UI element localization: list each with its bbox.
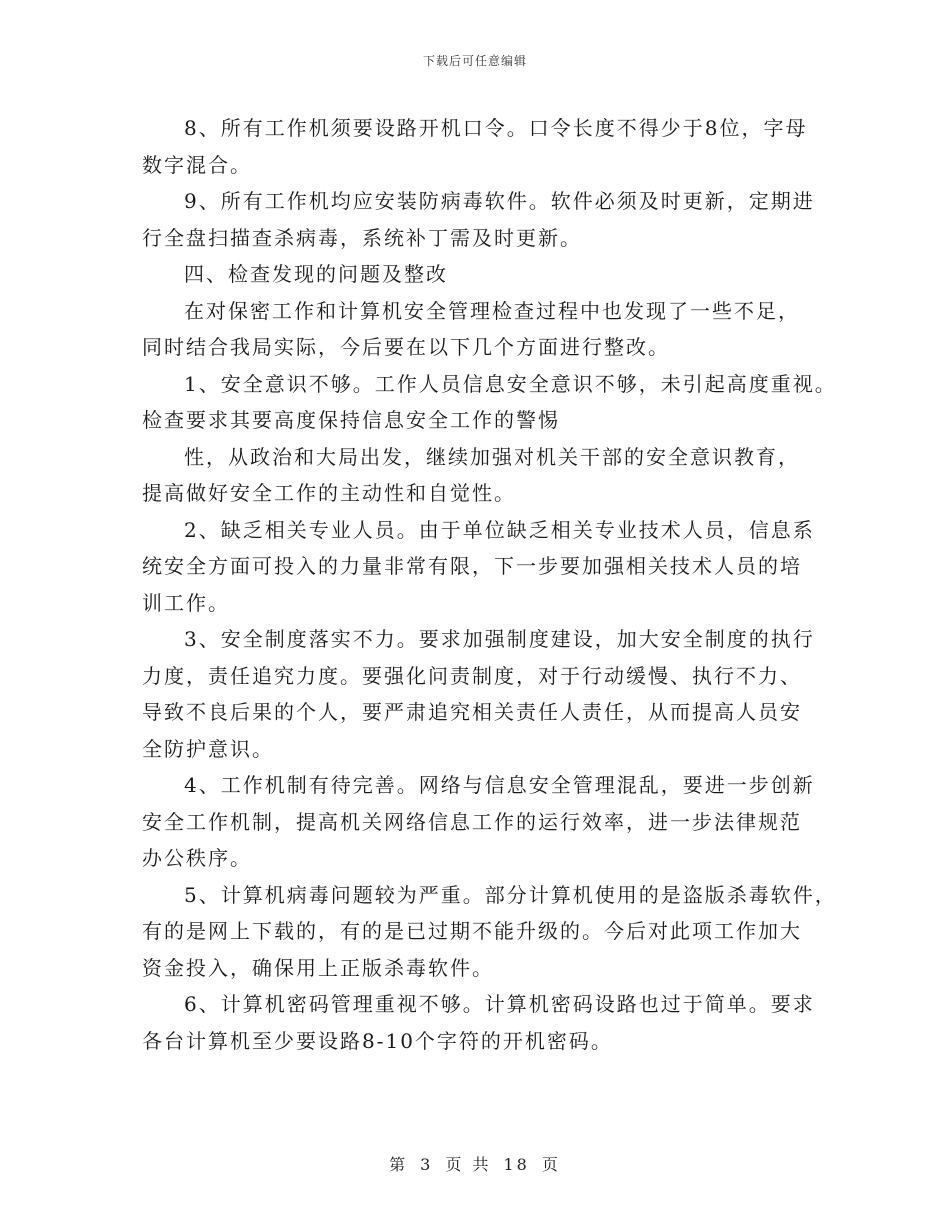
- text-line: 各台计算机至少要设路8-10个字符的开机密码。: [142, 1028, 613, 1053]
- text-line: 导致不良后果的个人，要严肃追究相关责任人责任，从而提高人员安: [142, 700, 802, 724]
- footer-total-pages: 18: [503, 1155, 530, 1174]
- text-line: 资金投入，确保用上正版杀毒软件。: [142, 955, 494, 980]
- document-body: [142, 110, 837, 1059]
- page-footer: [0, 1152, 950, 1175]
- text-line: 6、计算机密码管理重视不够。计算机密码设路也过于简单。要求: [184, 992, 815, 1016]
- text-line: 在对保密工作和计算机安全管理检查过程中也发现了一些不足，: [184, 298, 800, 323]
- text-line: 安全工作机制，提高机关网络信息工作的运行效率，进一步法律规范: [142, 809, 802, 834]
- text-line: 有的是网上下载的，有的是已过期不能升级的。今后对此项工作加大: [142, 919, 802, 943]
- text-line: 1、安全意识不够。工作人员信息安全意识不够，未引起高度重视。: [184, 371, 837, 396]
- text-line: 2、缺乏相关专业人员。由于单位缺乏相关专业技术人员，信息系: [184, 517, 815, 542]
- footer-page-number: 3: [420, 1155, 434, 1174]
- footer-prefix: 第: [389, 1155, 409, 1174]
- footer-middle: 页 共: [445, 1155, 492, 1174]
- text-line: 检查要求其要高度保持信息安全工作的警惕: [142, 408, 560, 432]
- text-line: 8、所有工作机须要设路开机口令。口令长度不得少于8位，字母: [184, 116, 808, 140]
- text-line: 训工作。: [142, 590, 230, 615]
- page-header: 下载后可任意编辑: [422, 54, 527, 68]
- text-line: 5、计算机病毒问题较为严重。部分计算机使用的是盗版杀毒软件，: [184, 882, 837, 907]
- text-line: 3、安全制度落实不力。要求加强制度建设，加大安全制度的执行: [184, 627, 815, 651]
- text-line: 提高做好安全工作的主动性和自觉性。: [142, 481, 516, 505]
- text-line: 全防护意识。: [142, 736, 274, 761]
- text-line: 行全盘扫描查杀病毒，系统补丁需及时更新。: [142, 225, 582, 250]
- text-line: 力度，责任追究力度。要强化问责制度，对于行动缓慢、执行不力、: [142, 663, 802, 688]
- text-line: 数字混合。: [142, 152, 252, 177]
- footer-suffix: 页: [541, 1155, 561, 1174]
- text-line: 同时结合我局实际，今后要在以下几个方面进行整改。: [142, 335, 670, 359]
- text-line: 四、检查发现的问题及整改: [184, 262, 448, 286]
- text-line: 性，从政治和大局出发，继续加强对机关干部的安全意识教育，: [184, 444, 800, 469]
- text-line: 办公秩序。: [142, 846, 252, 870]
- text-line: 4、工作机制有待完善。网络与信息安全管理混乱，要进一步创新: [184, 773, 815, 797]
- text-line: 9、所有工作机均应安装防病毒软件。软件必须及时更新，定期进: [184, 189, 815, 213]
- text-line: 统安全方面可投入的力量非常有限，下一步要加强相关技术人员的培: [142, 554, 802, 578]
